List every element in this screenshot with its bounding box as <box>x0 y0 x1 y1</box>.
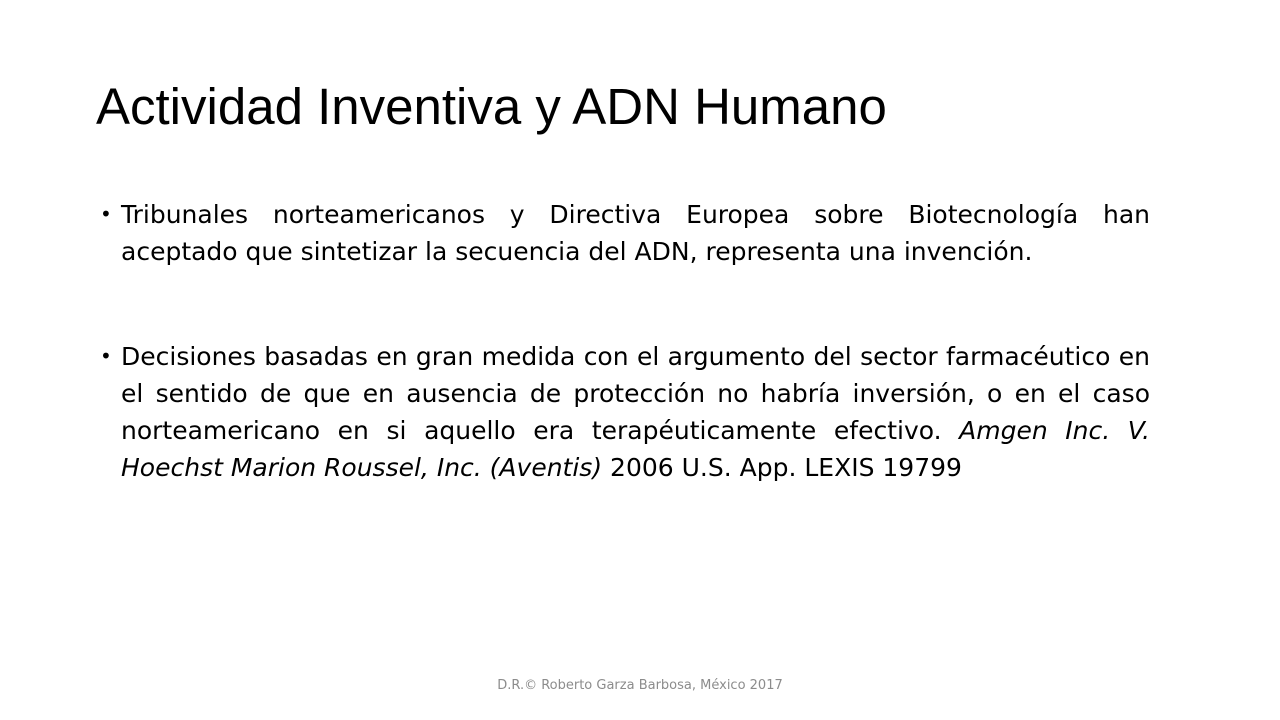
bullet-marker: • <box>100 202 112 226</box>
bullet-text: Decisiones basadas en gran medida con el argumento del sector farmacéutico en el sentido de que en ausencia de protección no habría inversión, o en el caso norteamericano en si aquello era terapéuticamente efectivo. <box>121 342 1150 445</box>
case-citation: 2006 U.S. App. LEXIS 19799 <box>610 453 962 482</box>
bullet-item <box>100 338 1150 486</box>
bullet-item <box>100 196 1150 270</box>
bullet-marker: • <box>100 344 112 368</box>
slide-body <box>100 196 1150 486</box>
bullet-text: Tribunales norteamericanos y Directiva Europea sobre Biotecnología han aceptado que sintetizar la secuencia del ADN, representa una invención. <box>121 200 1150 266</box>
slide-title: Actividad Inventiva y ADN Humano <box>96 78 887 135</box>
case-name: Amgen Inc. V. Hoechst Marion Roussel, Inc. (Aventis) <box>121 416 1150 482</box>
copyright-footer: D.R.© Roberto Garza Barbosa, México 2017 <box>497 678 783 693</box>
